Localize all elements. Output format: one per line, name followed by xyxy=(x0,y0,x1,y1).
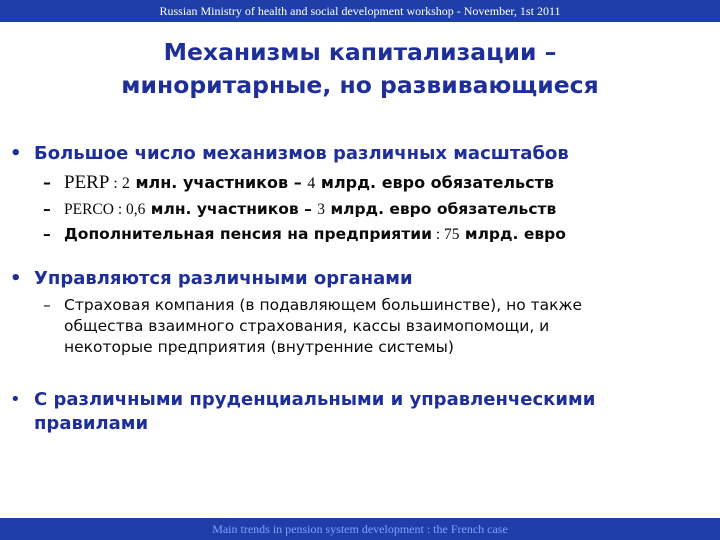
bullet-3-line-1: С различными пруденциальными и управленческими xyxy=(34,389,596,410)
perp-amount-text: млрд. евро обязательств xyxy=(315,173,555,192)
slide-title xyxy=(20,36,700,102)
bullet-2 xyxy=(10,267,710,291)
header-text: Russian Ministry of health and social development workshop - November, 1st 2011 xyxy=(159,4,561,18)
sub-bullet-dash: – xyxy=(43,225,51,243)
company-pension-value: 75 xyxy=(444,226,460,243)
perp-colon: : xyxy=(109,175,122,192)
perp-label: PERP xyxy=(64,172,110,193)
bullet-mark: • xyxy=(10,268,22,289)
bullet-mark: • xyxy=(10,143,22,164)
sub-bullet-managers xyxy=(10,295,710,358)
footer-band xyxy=(0,518,720,540)
bullet-list xyxy=(10,142,710,436)
perco-amount-value: 3 xyxy=(317,201,326,218)
sub-bullet-company-pension xyxy=(10,224,710,245)
header-band xyxy=(0,0,720,22)
bullet-2-text: Управляются различными органами xyxy=(34,268,413,289)
title-line-2: миноритарные, но развивающиеся xyxy=(121,71,599,99)
perco-amount-text: млрд. евро обязательств xyxy=(325,200,557,218)
footer-text: Main trends in pension system development : the French case xyxy=(212,522,508,536)
company-pension-colon: : xyxy=(431,226,445,243)
company-pension-label: Дополнительная пенсия на предприятии xyxy=(64,225,432,243)
perp-members-value: 2 xyxy=(121,175,130,192)
bullet-3-line-2: правилами xyxy=(34,413,149,434)
bullet-mark: • xyxy=(10,389,21,410)
bullet-3 xyxy=(10,388,710,436)
bullet-1-text: Большое число механизмов различных масштабов xyxy=(34,143,569,164)
perco-members-value: 0,6 xyxy=(126,201,146,218)
perp-amount-value: 4 xyxy=(307,175,316,192)
company-pension-text: млрд. евро xyxy=(459,225,566,243)
perco-label: PERCO xyxy=(64,201,114,218)
bullet-1 xyxy=(10,142,710,166)
sub-bullet-dash: – xyxy=(43,173,51,192)
sub-bullet-dash: – xyxy=(43,200,51,218)
sub-bullet-perco xyxy=(10,199,710,220)
perco-members-text: млн. участников – xyxy=(145,200,318,218)
title-line-1: Механизмы капитализации – xyxy=(163,38,557,66)
perp-members-text: млн. участников – xyxy=(129,173,308,192)
managers-line-2: общества взаимного страхования, кассы взаимопомощи, и xyxy=(64,317,550,335)
perco-colon: : xyxy=(113,201,127,218)
managers-line-1: Страховая компания (в подавляющем большинстве), но также xyxy=(64,296,583,314)
managers-line-3: некоторые предприятия (внутренние системы) xyxy=(64,338,454,356)
sub-bullet-dash: – xyxy=(43,296,51,314)
sub-bullet-perp xyxy=(10,172,710,194)
